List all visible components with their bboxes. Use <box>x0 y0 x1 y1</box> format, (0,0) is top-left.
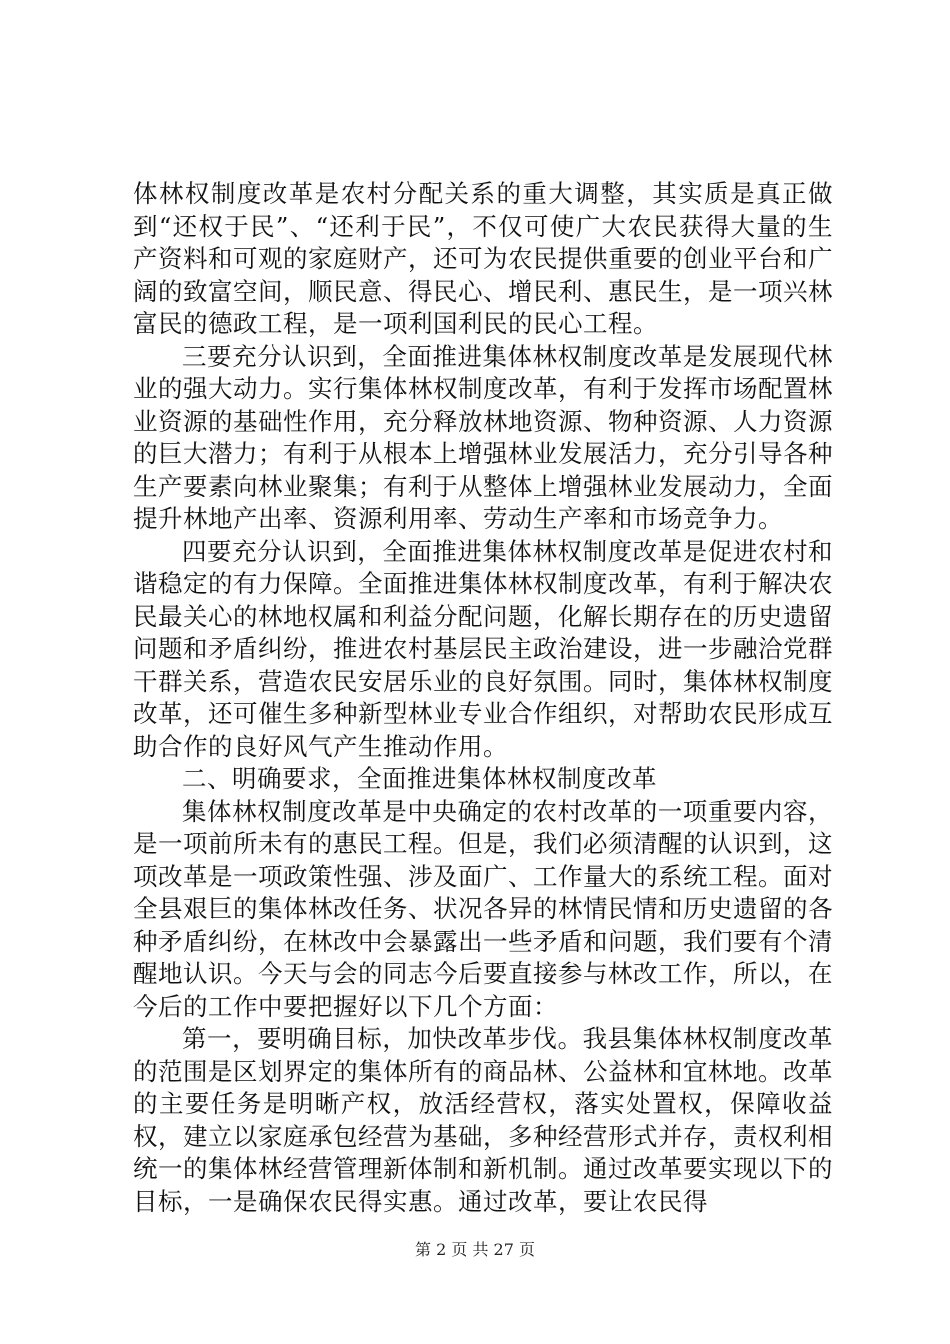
document-body <box>133 178 833 1218</box>
paragraph-3: 四要充分认识到，全面推进集体林权制度改革是促进农村和谐稳定的有力保障。全面推进集体林权制度改革，有利于解决农民最关心的林地权属和利益分配问题，化解长期存在的历史遗留问题和矛盾纠纷，推进农村基层民主政治建设，进一步融洽党群干群关系，营造农民安居乐业的良好氛围。同时，集体林权制度改革，还可催生多种新型林业专业合作组织，对帮助农民形成互助合作的良好风气产生推动作用。 <box>133 536 833 761</box>
paragraph-2: 三要充分认识到，全面推进集体林权制度改革是发展现代林业的强大动力。实行集体林权制度改革，有利于发挥市场配置林业资源的基础性作用，充分释放林地资源、物种资源、人力资源的巨大潜力；有利于从根本上增强林业发展活力，充分引导各种生产要素向林业聚集；有利于从整体上增强林业发展动力，全面提升林地产出率、资源利用率、劳动生产率和市场竞争力。 <box>133 341 833 533</box>
paragraph-6: 第一，要明确目标，加快改革步伐。我县集体林权制度改革的范围是区划界定的集体所有的商品林、公益林和宜林地。改革的主要任务是明晰产权，放活经营权，落实处置权，保障收益权，建立以家庭承包经营为基础，多种经营形式并存，责权利相统一的集体林经营管理新体制和新机制。通过改革要实现以下的目标，一是确保农民得实惠。通过改革，要让农民得 <box>133 1024 833 1216</box>
page-number-footer: 第 2 页 共 27 页 <box>415 1240 535 1259</box>
paragraph-1: 体林权制度改革是农村分配关系的重大调整，其实质是真正做到“还权于民”、“还利于民”，不仅可使广大农民获得大量的生产资料和可观的家庭财产，还可为农民提供重要的创业平台和广阔的致富空间，顺民意、得民心、增民利、惠民生，是一项兴林富民的德政工程，是一项利国利民的民心工程。 <box>133 179 833 338</box>
paragraph-5: 集体林权制度改革是中央确定的农村改革的一项重要内容，是一项前所未有的惠民工程。但是，我们必须清醒的认识到，这项改革是一项政策性强、涉及面广、工作量大的系统工程。面对全县艰巨的集体林改任务、状况各异的林情民情和历史遗留的各种矛盾纠纷，在林改中会暴露出一些矛盾和问题，我们要有个清醒地认识。今天与会的同志今后要直接参与林改工作，所以，在今后的工作中要把握好以下几个方面： <box>133 796 833 1021</box>
section-heading: 二、明确要求，全面推进集体林权制度改革 <box>182 764 657 793</box>
